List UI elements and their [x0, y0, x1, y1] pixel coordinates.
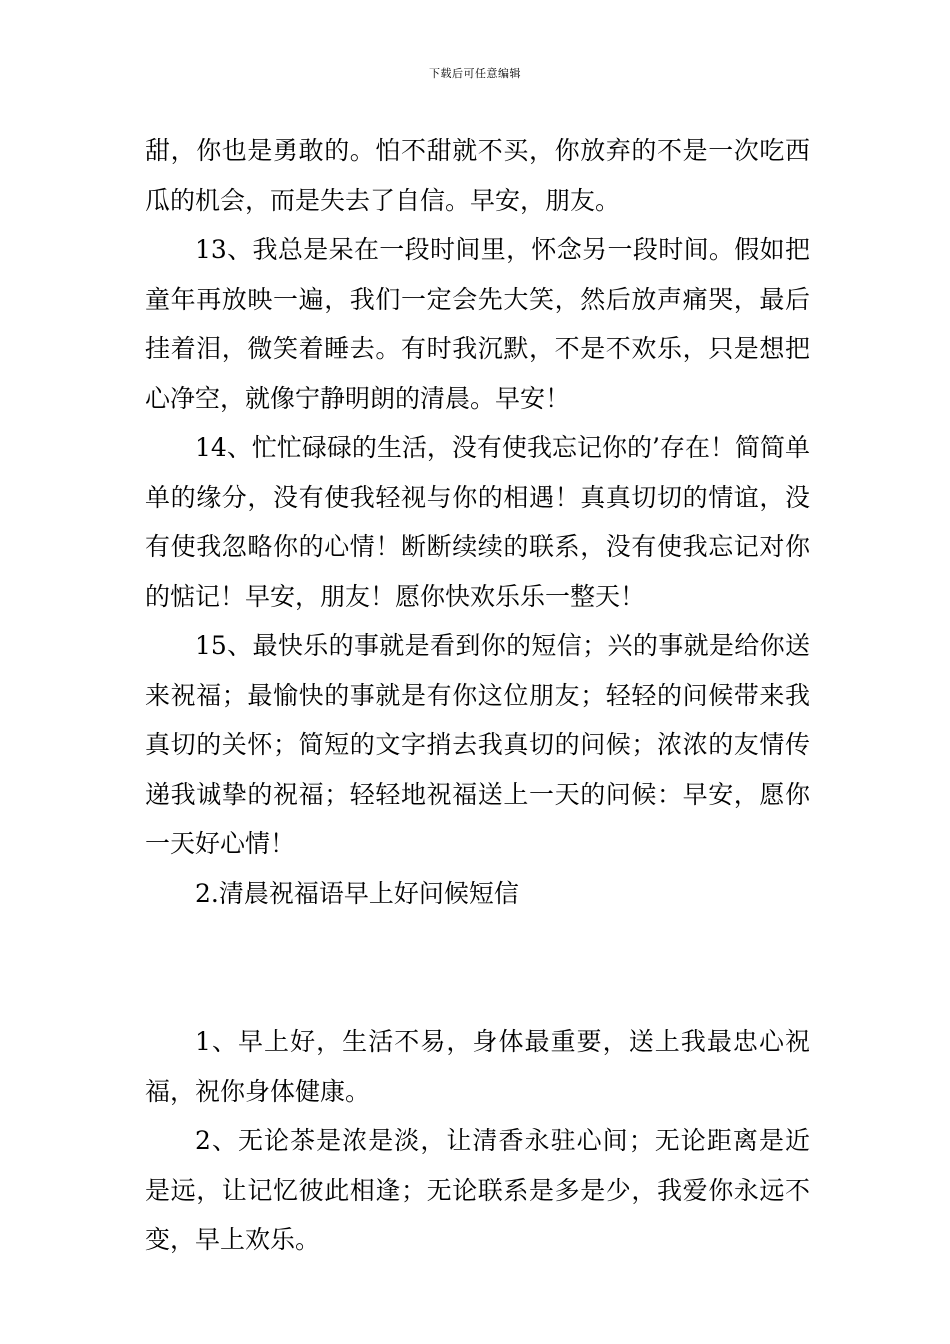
paragraph-item-13: 13、我总是呆在一段时间里，怀念另一段时间。假如把童年再放映一遍，我们一定会先大笑，然后放声痛哭，最后挂着泪，微笑着睡去。有时我沉默，不是不欢乐，只是想把心净空，就像宁静明朗的清晨。早安！ — [145, 235, 810, 413]
paragraph-item-14: 14、忙忙碌碌的生活，没有使我忘记你的’存在！简简单单的缘分，没有使我轻视与你的相遇！真真切切的情谊，没有使我忽略你的心情！断断续续的联系，没有使我忘记对你的惦记！早安，朋友！愿你快欢乐乐一整天！ — [145, 433, 810, 611]
document-body — [145, 126, 810, 1265]
blank-spacer — [145, 918, 810, 1017]
paragraph-item-15: 15、最快乐的事就是看到你的短信；兴的事就是给你送来祝福；最愉快的事就是有你这位朋友；轻轻的问候带来我真切的关怀；简短的文字捎去我真切的问候；浓浓的友情传递我诚挚的祝福；轻轻地祝福送上一天的问候：早安，愿你一天好心情！ — [145, 631, 810, 858]
section-heading: 2.清晨祝福语早上好问候短信 — [195, 878, 519, 908]
page-header: 下载后可任意编辑 — [429, 67, 521, 80]
paragraph-continuation: 甜，你也是勇敢的。怕不甜就不买，你放弃的不是一次吃西瓜的机会，而是失去了自信。早安，朋友。 — [145, 136, 810, 215]
paragraph-item-1: 1、早上好，生活不易，身体最重要，送上我最忠心祝福，祝你身体健康。 — [145, 1027, 810, 1106]
paragraph-item-2: 2、无论茶是浓是淡，让清香永驻心间；无论距离是近是远，让记忆彼此相逢；无论联系是多是少，我爱你永远不变，早上欢乐。 — [145, 1126, 810, 1254]
